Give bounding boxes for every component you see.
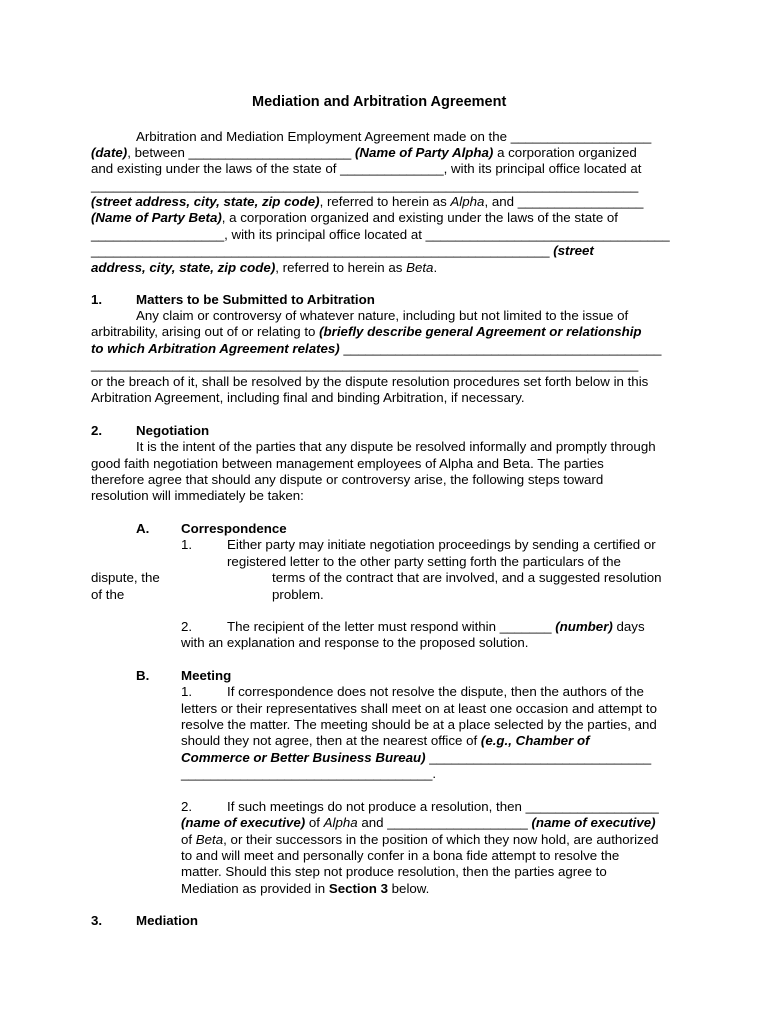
meeting-line: (name of executive) of Alpha and ___________________ (name of executive) <box>181 815 656 830</box>
item-number: 2. <box>181 799 193 814</box>
section-number: 2. <box>91 423 103 438</box>
section-number: 1. <box>91 292 103 307</box>
section-1-line: __________________________________________________________________________ <box>91 357 639 372</box>
intro-line: address, city, state, zip code), referred to herein as Beta. <box>91 260 438 275</box>
correspondence-line: of the <box>91 587 125 602</box>
meeting-line: __________________________________. <box>181 766 437 781</box>
section-heading: Matters to be Submitted to Arbitration <box>136 292 375 307</box>
intro-line: and existing under the laws of the state of ______________, with its principal office located at <box>91 161 642 176</box>
correspondence-line: problem. <box>272 587 324 602</box>
meeting-line: letters or their representatives shall meet on at least one occasion and attempt to <box>181 701 657 716</box>
meeting-line: matter. Should this step not produce resolution, then the parties agree to <box>181 864 607 879</box>
section-2-line: good faith negotiation between management employees of Alpha and Beta. The parties <box>91 456 604 471</box>
meeting-line: should they not agree, then at the nearest office of (e.g., Chamber of <box>181 733 590 748</box>
item-number: 2. <box>181 619 193 634</box>
correspondence-line: The recipient of the letter must respond within _______ (number) days <box>227 619 645 634</box>
intro-line: (Name of Party Beta), a corporation organized and existing under the laws of the state of <box>91 210 618 225</box>
meeting-line: If correspondence does not resolve the dispute, then the authors of the <box>227 684 644 699</box>
subsection-heading: Meeting <box>181 668 232 683</box>
intro-line: __________________________________________________________________________ <box>91 178 639 193</box>
intro-line: (street address, city, state, zip code), referred to herein as Alpha, and _________________ <box>91 194 644 209</box>
intro-line: ______________________________________________________________ (street <box>91 243 594 258</box>
intro-line: (date), between ______________________ (Name of Party Alpha) a corporation organized <box>91 145 637 160</box>
section-2-line: resolution will immediately be taken: <box>91 488 304 503</box>
correspondence-line: dispute, the <box>91 570 160 585</box>
section-heading: Negotiation <box>136 423 210 438</box>
correspondence-line: with an explanation and response to the proposed solution. <box>181 635 529 650</box>
meeting-line: of Beta, or their successors in the position of which they now hold, are authorized <box>181 832 659 847</box>
section-number: 3. <box>91 913 103 928</box>
subsection-letter: A. <box>136 521 150 536</box>
correspondence-line: terms of the contract that are involved, and a suggested resolution <box>272 570 662 585</box>
section-1-line: Arbitration Agreement, including final and binding Arbitration, if necessary. <box>91 390 525 405</box>
section-2-line: therefore agree that should any dispute or controversy arise, the following steps toward <box>91 472 604 487</box>
meeting-line: If such meetings do not produce a resolution, then __________________ <box>227 799 659 814</box>
intro-line: __________________, with its principal office located at _________________________________ <box>91 227 670 242</box>
section-1-line: arbitrability, arising out of or relating to (briefly describe general Agreement or relationship <box>91 324 642 339</box>
meeting-line: Mediation as provided in Section 3 below. <box>181 881 430 896</box>
item-number: 1. <box>181 537 193 552</box>
section-1-line: to which Arbitration Agreement relates) ___________________________________________ <box>91 341 662 356</box>
document-title: Mediation and Arbitration Agreement <box>252 94 507 110</box>
section-heading: Mediation <box>136 913 199 928</box>
section-2-line: It is the intent of the parties that any dispute be resolved informally and promptly through <box>136 439 656 454</box>
intro-line: Arbitration and Mediation Employment Agreement made on the ___________________ <box>136 129 652 144</box>
section-1-line: or the breach of it, shall be resolved by the dispute resolution procedures set forth below in this <box>91 374 649 389</box>
correspondence-line: registered letter to the other party setting forth the particulars of the <box>227 554 621 569</box>
subsection-heading: Correspondence <box>181 521 287 536</box>
meeting-line: to and will meet and personally confer in a bona fide attempt to resolve the <box>181 848 620 863</box>
meeting-line: Commerce or Better Business Bureau) ______________________________ <box>181 750 652 765</box>
meeting-line: resolve the matter. The meeting should be at a place selected by the parties, and <box>181 717 657 732</box>
correspondence-line: Either party may initiate negotiation proceedings by sending a certified or <box>227 537 656 552</box>
item-number: 1. <box>181 684 193 699</box>
subsection-letter: B. <box>136 668 150 683</box>
section-1-line: Any claim or controversy of whatever nature, including but not limited to the issue of <box>136 308 629 323</box>
